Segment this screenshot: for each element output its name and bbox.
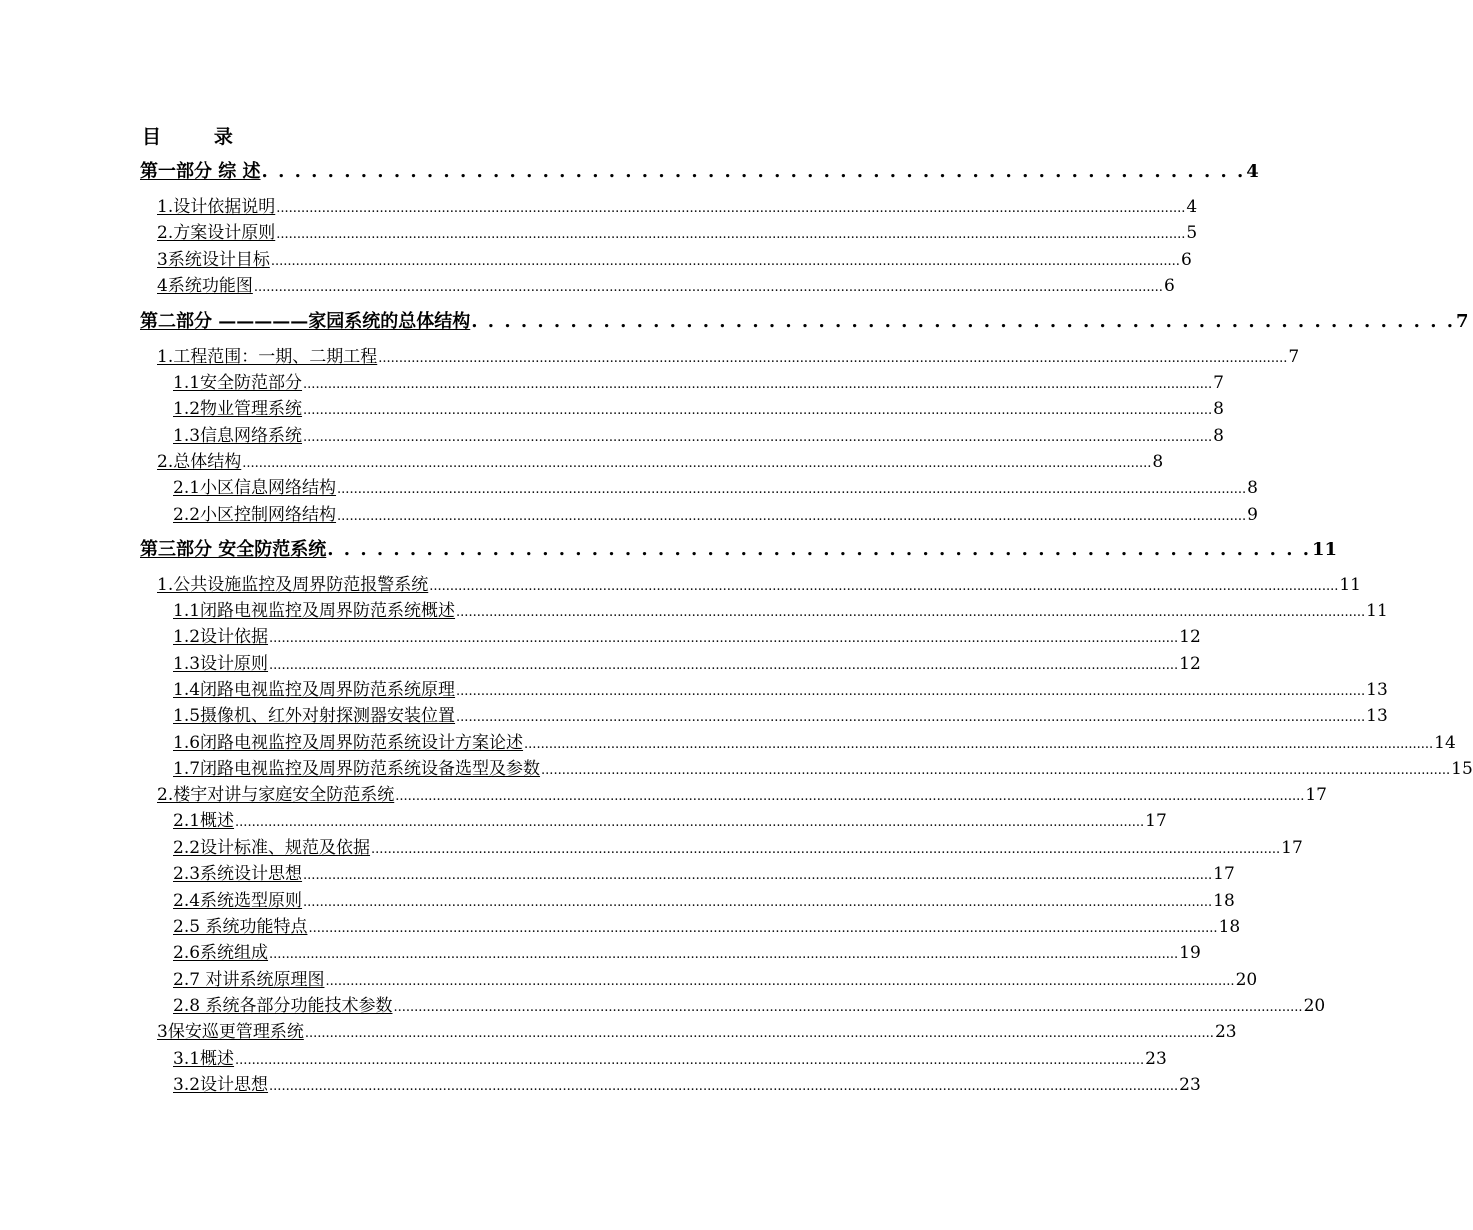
toc-entry[interactable] <box>173 833 1303 858</box>
toc-entry-title[interactable]: 2.1小区信息网络结构 <box>173 478 337 498</box>
toc-entry[interactable] <box>173 1044 1167 1069</box>
toc-entry[interactable] <box>140 307 1469 332</box>
dot-leader: ............................................................................................................................................................................................................................ <box>371 842 1281 857</box>
toc-entry-title[interactable]: 1.4闭路电视监控及周界防范系统原理 <box>173 680 456 700</box>
toc-entry-title[interactable]: 2.2小区控制网络结构 <box>173 505 337 525</box>
dot-leader: ............................................................................................................................................................................................................................ <box>303 377 1213 392</box>
toc-entry-page: 17 <box>1145 811 1167 831</box>
dot-leader: ............................................................................................................................................................................................................................ <box>393 1000 1303 1015</box>
toc-entry-page: 14 <box>1434 733 1456 753</box>
toc-entry-page: 13 <box>1366 706 1388 726</box>
toc-entry-page: 7 <box>1288 347 1300 367</box>
dot-leader: ............................................................................................................................................................................................................................ <box>429 579 1339 594</box>
dot-leader: ............................................................................................................................................................................................................................ <box>541 763 1451 778</box>
toc-entry-page: 9 <box>1247 505 1258 525</box>
toc-entry-page: 7 <box>1213 373 1224 393</box>
toc-entry[interactable] <box>173 701 1388 726</box>
toc-entry[interactable] <box>140 535 1338 560</box>
toc-entry[interactable] <box>173 912 1241 937</box>
dot-leader: ............................................................................................................................................................................................................................ <box>378 351 1288 366</box>
toc-entry-page: 23 <box>1179 1075 1201 1095</box>
dot-leader: ............................................................................................................................................................................................................................ <box>325 974 1235 989</box>
toc-entry-title[interactable]: 2.8 系统各部分功能技术参数 <box>173 996 393 1016</box>
toc-entry-page: 7 <box>1456 311 1469 332</box>
toc-heading: 目 录 <box>142 126 233 148</box>
toc-entry-title[interactable]: 1.设计依据说明 <box>157 197 276 217</box>
toc-entry-page: 23 <box>1214 1022 1237 1042</box>
dot-leader: ............................................................................................................................................................................................................................ <box>269 947 1179 962</box>
toc-entry-title[interactable]: 1.6闭路电视监控及周界防范系统设计方案论述 <box>173 733 524 753</box>
toc-entry[interactable] <box>173 806 1167 831</box>
toc-entry[interactable] <box>173 886 1235 911</box>
toc-entry-title[interactable]: 1.3信息网络系统 <box>173 426 303 446</box>
toc-entry-page: 6 <box>1180 250 1192 270</box>
toc-entry[interactable] <box>173 649 1201 674</box>
toc-entry-page: 11 <box>1339 575 1361 595</box>
toc-entry-page: 17 <box>1213 864 1235 884</box>
toc-entry[interactable] <box>173 1070 1201 1095</box>
dot-leader: ............................................................................................................................................................................................................................ <box>304 1026 1214 1041</box>
dot-leader: ............................................................................................................................................................................................................................ <box>456 684 1366 699</box>
toc-entry-page: 8 <box>1213 399 1224 419</box>
toc-entry-page: 8 <box>1247 478 1258 498</box>
dot-leader: ............................................................................................................................................................................................................................ <box>308 921 1218 936</box>
dot-leader: . . . . . . . . . . . . . . . . . . . . . . . . . . . . . . . . . . . . . . . . . . . . . . . . . . . . . . . . . . . . <box>327 539 1311 560</box>
dot-leader: ............................................................................................................................................................................................................................ <box>456 710 1366 725</box>
toc-entry-title[interactable]: 1.5摄像机、红外对射探测器安装位置 <box>173 706 456 726</box>
toc-entry-page: 15 <box>1451 759 1473 779</box>
toc-entry-title[interactable]: 1.1安全防范部分 <box>173 373 303 393</box>
toc-entry-page: 11 <box>1366 601 1388 621</box>
toc-entry-page: 23 <box>1145 1049 1167 1069</box>
toc-entry-page: 17 <box>1305 785 1327 805</box>
toc-entry[interactable] <box>173 500 1258 525</box>
toc-entry-title[interactable]: 2.5 系统功能特点 <box>173 917 308 937</box>
dot-leader: ............................................................................................................................................................................................................................ <box>303 868 1213 883</box>
toc-entry-title[interactable]: 1.工程范围：一期、二期工程 <box>157 347 378 367</box>
toc-entry-title[interactable]: 2.4系统选型原则 <box>173 891 303 911</box>
toc-entry[interactable] <box>173 728 1456 753</box>
toc-entry[interactable] <box>157 447 1164 472</box>
dot-leader: ............................................................................................................................................................................................................................ <box>303 895 1213 910</box>
dot-leader: ............................................................................................................................................................................................................................ <box>303 403 1213 418</box>
toc-entry[interactable] <box>173 675 1388 700</box>
toc-entry-title[interactable]: 1.2物业管理系统 <box>173 399 303 419</box>
toc-entry-page: 18 <box>1213 891 1235 911</box>
toc-entry-title[interactable]: 2.楼宇对讲与家庭安全防范系统 <box>157 785 395 805</box>
toc-entry-title[interactable]: 4系统功能图 <box>157 276 253 296</box>
toc-entry-title[interactable]: 3.1概述 <box>173 1049 235 1069</box>
toc-entry[interactable] <box>173 368 1224 393</box>
toc-entry[interactable] <box>157 780 1327 805</box>
dot-leader: . . . . . . . . . . . . . . . . . . . . . . . . . . . . . . . . . . . . . . . . . . . . . . . . . . . . . . . . . . . . <box>471 311 1455 332</box>
toc-entry-title[interactable]: 3系统设计目标 <box>157 250 270 270</box>
dot-leader: ............................................................................................................................................................................................................................ <box>269 658 1179 673</box>
toc-entry-title[interactable]: 3保安巡更管理系统 <box>157 1022 304 1042</box>
dot-leader: ............................................................................................................................................................................................................................ <box>337 482 1247 497</box>
dot-leader: ............................................................................................................................................................................................................................ <box>253 280 1163 295</box>
toc-entry[interactable] <box>173 622 1201 647</box>
toc-entry[interactable] <box>157 192 1198 217</box>
toc-entry-page: 20 <box>1303 996 1326 1016</box>
toc-entry-page: 19 <box>1179 943 1201 963</box>
toc-entry-page: 17 <box>1281 838 1303 858</box>
toc-entry-title[interactable]: 1.7闭路电视监控及周界防范系统设备选型及参数 <box>173 759 541 779</box>
toc-entry-title[interactable]: 2.方案设计原则 <box>157 223 276 243</box>
toc-entry[interactable] <box>157 245 1192 270</box>
toc-entry-title[interactable]: 2.6系统组成 <box>173 943 269 963</box>
toc-entry[interactable] <box>157 570 1361 595</box>
toc-entry-title[interactable]: 2.2设计标准、规范及依据 <box>173 838 371 858</box>
toc-entry-page: 8 <box>1152 452 1164 472</box>
dot-leader: ............................................................................................................................................................................................................................ <box>235 1053 1145 1068</box>
toc-entry[interactable] <box>173 421 1224 446</box>
toc-entry-page: 12 <box>1179 654 1201 674</box>
toc-entry-page: 13 <box>1366 680 1388 700</box>
toc-entry[interactable] <box>157 271 1175 296</box>
dot-leader: . . . . . . . . . . . . . . . . . . . . . . . . . . . . . . . . . . . . . . . . . . . . . . . . . . . . . . . . . . . . <box>261 161 1246 182</box>
toc-entry-title[interactable]: 第三部分 安全防范系统 <box>140 539 327 560</box>
dot-leader: ............................................................................................................................................................................................................................ <box>524 737 1434 752</box>
toc-entry-title[interactable]: 3.2设计思想 <box>173 1075 269 1095</box>
toc-entry-page: 12 <box>1179 627 1201 647</box>
dot-leader: ............................................................................................................................................................................................................................ <box>235 815 1145 830</box>
toc-entry[interactable] <box>173 394 1224 419</box>
toc-entry-title[interactable]: 2.3系统设计思想 <box>173 864 303 884</box>
toc-entry-page: 4 <box>1246 161 1259 182</box>
toc-entry-page: 5 <box>1186 223 1198 243</box>
dot-leader: ............................................................................................................................................................................................................................ <box>456 605 1366 620</box>
dot-leader: ............................................................................................................................................................................................................................ <box>395 789 1305 804</box>
toc-entry-title[interactable]: 1.公共设施监控及周界防范报警系统 <box>157 575 429 595</box>
toc-entry-page: 4 <box>1186 197 1198 217</box>
toc-entry-page: 18 <box>1218 917 1241 937</box>
dot-leader: ............................................................................................................................................................................................................................ <box>242 456 1152 471</box>
dot-leader: ............................................................................................................................................................................................................................ <box>303 430 1213 445</box>
dot-leader: ............................................................................................................................................................................................................................ <box>270 254 1180 269</box>
toc-entry[interactable] <box>157 218 1198 243</box>
toc-entry-title[interactable]: 1.1闭路电视监控及周界防范系统概述 <box>173 601 456 621</box>
toc-entry-page: 11 <box>1312 539 1338 560</box>
toc-entry[interactable] <box>173 965 1258 990</box>
dot-leader: ............................................................................................................................................................................................................................ <box>276 201 1186 216</box>
toc-entry-title[interactable]: 2.7 对讲系统原理图 <box>173 970 325 990</box>
toc-entry-title[interactable]: 第二部分 —————家园系统的总体结构 <box>140 311 471 332</box>
dot-leader: ............................................................................................................................................................................................................................ <box>337 509 1247 524</box>
toc-entry-title[interactable]: 2.1概述 <box>173 811 235 831</box>
toc-entry[interactable] <box>173 473 1258 498</box>
toc-entry[interactable] <box>173 596 1388 621</box>
toc-entry-title[interactable]: 2.总体结构 <box>157 452 242 472</box>
toc-entry-title[interactable]: 1.3设计原则 <box>173 654 269 674</box>
toc-entry[interactable] <box>157 342 1300 367</box>
dot-leader: ............................................................................................................................................................................................................................ <box>269 1079 1179 1094</box>
dot-leader: ............................................................................................................................................................................................................................ <box>276 227 1186 242</box>
toc-entry[interactable] <box>140 157 1259 182</box>
toc-entry[interactable] <box>173 938 1201 963</box>
dot-leader: ............................................................................................................................................................................................................................ <box>269 631 1179 646</box>
toc-entry-page: 6 <box>1163 276 1175 296</box>
toc-entry-page: 20 <box>1235 970 1258 990</box>
toc-entry[interactable] <box>173 859 1235 884</box>
toc-entry-page: 8 <box>1213 426 1224 446</box>
toc-entry[interactable] <box>173 754 1473 779</box>
toc-entry-title[interactable]: 第一部分 综 述 <box>140 161 261 182</box>
toc-entry[interactable] <box>157 1017 1237 1042</box>
toc-entry[interactable] <box>173 991 1326 1016</box>
toc-entry-title[interactable]: 1.2设计依据 <box>173 627 269 647</box>
